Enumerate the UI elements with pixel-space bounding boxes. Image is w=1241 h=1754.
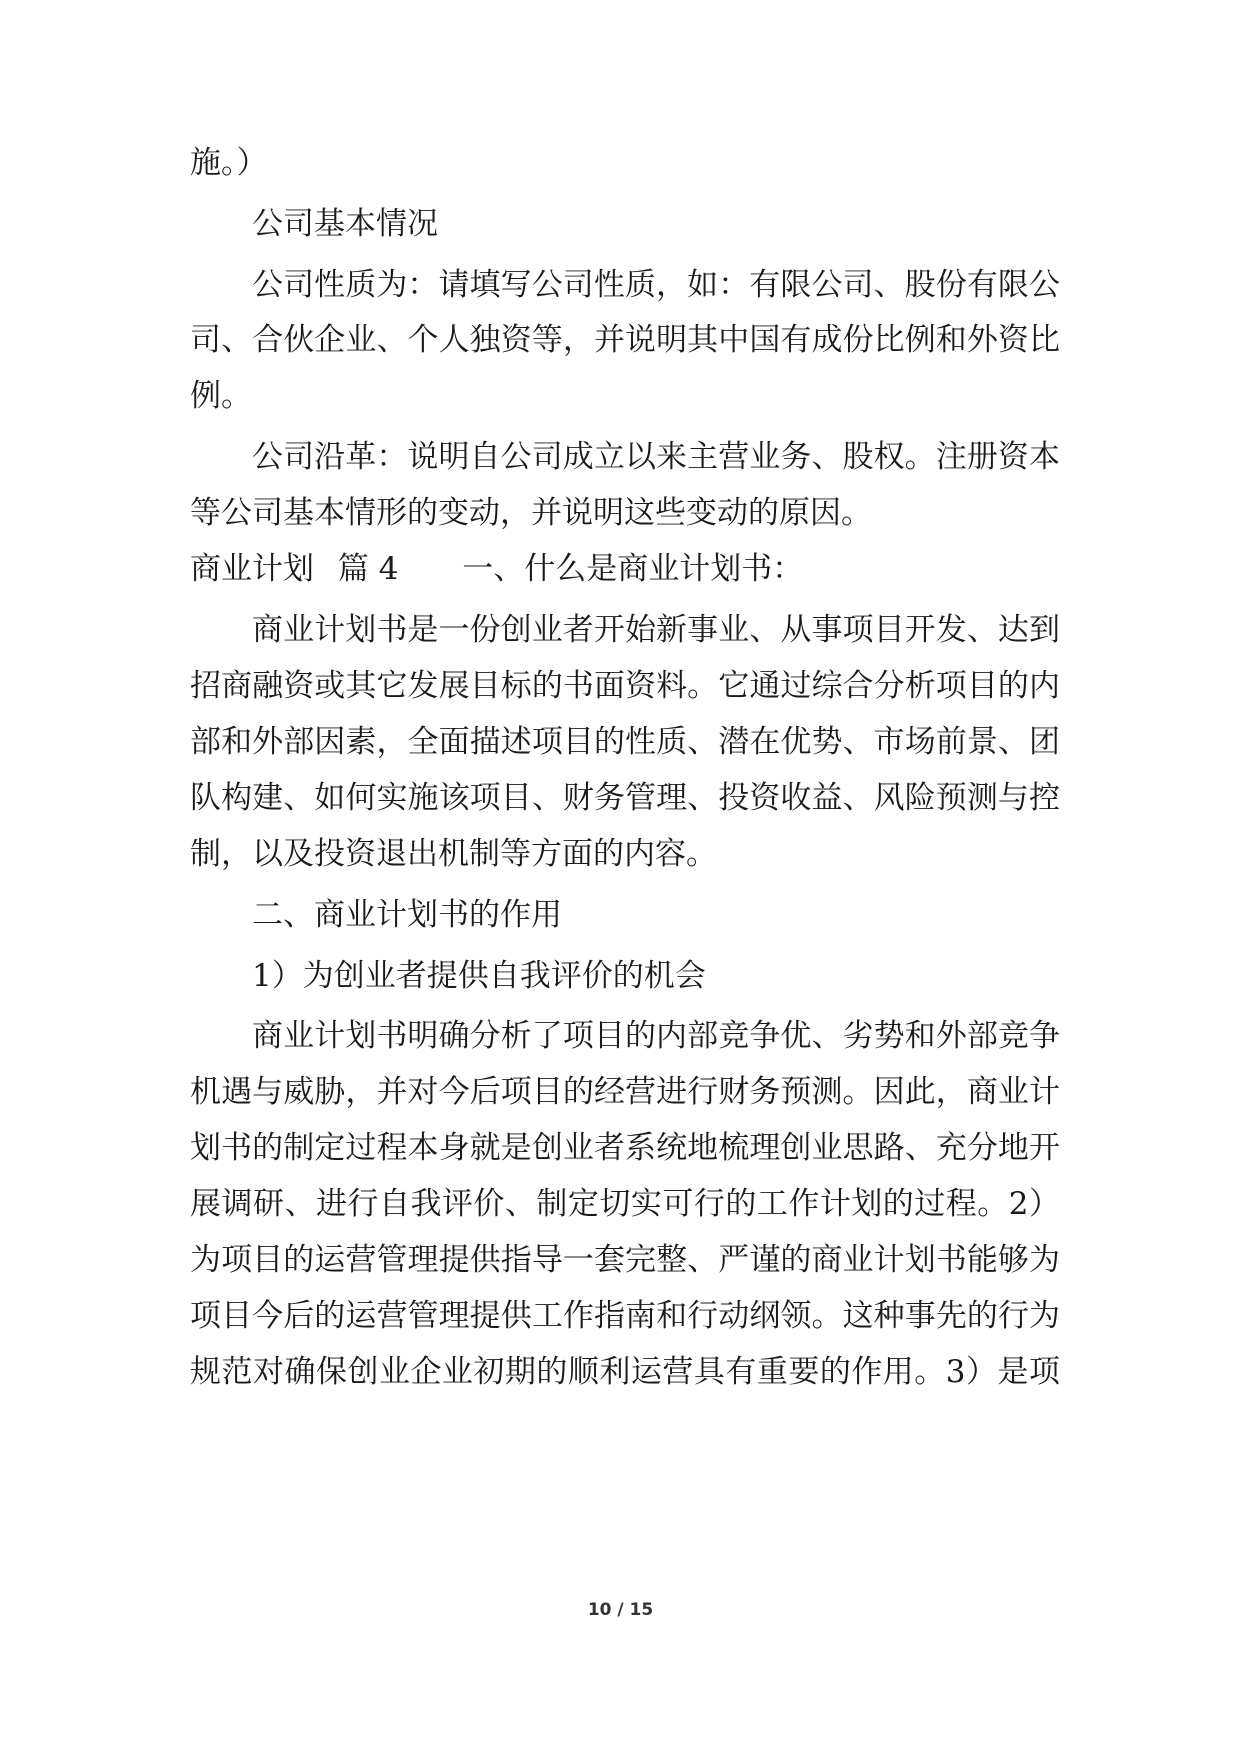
- chapter-title: 商业计划: [190, 551, 314, 587]
- paragraph-line: 划书的制定过程本身就是创业者系统地梳理创业思路、充分地开: [190, 1130, 1060, 1166]
- paragraph-line: 例。: [190, 378, 252, 414]
- paragraph-line: 制，以及投资退出机制等方面的内容。: [190, 836, 717, 872]
- paragraph-line: 商业计划书是一份创业者开始新事业、从事项目开发、达到: [252, 612, 1060, 648]
- section-title: 二、商业计划书的作用: [252, 897, 562, 933]
- paragraph-line: 司、合伙企业、个人独资等，并说明其中国有成份比例和外资比: [190, 322, 1060, 358]
- paragraph-line: 项目今后的运营管理提供工作指南和行动纲领。这种事先的行为: [190, 1298, 1060, 1334]
- paragraph-line: 商业计划书明确分析了项目的内部竞争优、劣势和外部竞争: [252, 1018, 1060, 1054]
- paragraph-line: 施。）: [190, 145, 268, 181]
- paragraph-line: 为项目的运营管理提供指导一套完整、严谨的商业计划书能够为: [190, 1242, 1060, 1278]
- paragraph-line: 等公司基本情形的变动，并说明这些变动的原因。: [190, 495, 872, 531]
- section-title: 公司基本情况: [252, 206, 438, 242]
- section-title: 1）为创业者提供自我评价的机会: [252, 958, 706, 994]
- paragraph-line: 招商融资或其它发展目标的书面资料。它通过综合分析项目的内: [190, 668, 1060, 704]
- paragraph-line: 部和外部因素，全面描述项目的性质、潜在优势、市场前景、团: [190, 724, 1060, 760]
- paragraph-line: 公司沿革：说明自公司成立以来主营业务、股权。注册资本: [252, 439, 1060, 475]
- paragraph-line: 公司性质为：请填写公司性质，如：有限公司、股份有限公: [252, 267, 1060, 303]
- chapter-heading: [190, 549, 1060, 589]
- chapter-subtitle: 一、什么是商业计划书：: [462, 551, 804, 587]
- paragraph-line: 规范对确保创业企业初期的顺利运营具有重要的作用。3）是项: [190, 1354, 1060, 1390]
- paragraph-line: 展调研、进行自我评价、制定切实可行的工作计划的过程。2）: [190, 1186, 1060, 1222]
- page-number: 10 / 15: [587, 1600, 654, 1620]
- paragraph-line: 队构建、如何实施该项目、财务管理、投资收益、风险预测与控: [190, 780, 1060, 816]
- chapter-number: 篇 4: [337, 551, 399, 587]
- paragraph-line: 机遇与威胁，并对今后项目的经营进行财务预测。因此，商业计: [190, 1074, 1060, 1110]
